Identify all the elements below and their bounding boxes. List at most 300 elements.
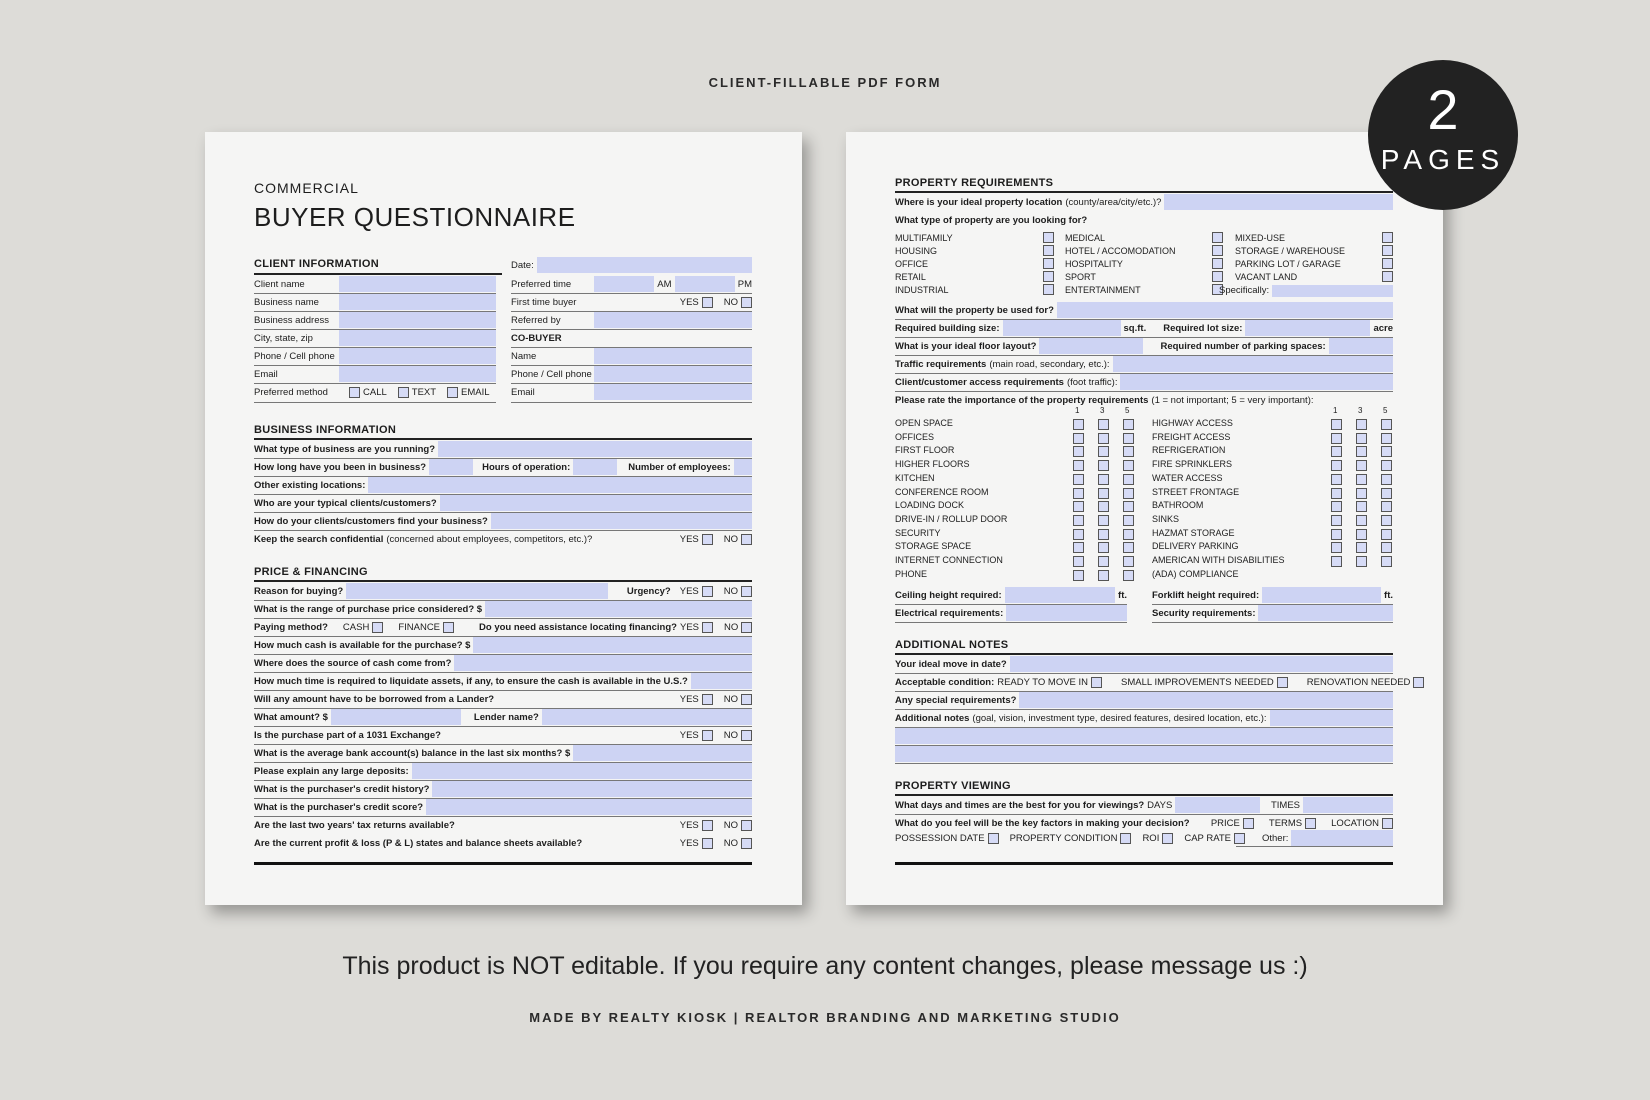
rating-checkbox[interactable] [1356,419,1367,430]
pm-label: PM [737,278,752,290]
business-duration-input[interactable] [429,459,473,475]
yes-label: YES [679,621,699,633]
no-label: NO [723,729,738,741]
field-label: Email [511,386,535,398]
field-label: Required building size: [895,322,1000,334]
field-label: Security requirements: [1152,607,1256,619]
yes-checkbox[interactable] [702,730,713,741]
no-checkbox[interactable] [741,534,752,545]
employees-input[interactable] [734,459,752,475]
field-label: Preferred time [511,278,572,290]
field-label: Lender name? [473,711,539,723]
field-label: Business name [254,296,319,308]
rating-checkbox[interactable] [1331,446,1342,457]
other-input[interactable] [1291,830,1393,846]
ready-label: READY TO MOVE IN [997,676,1089,688]
property-type-question [895,211,1393,229]
no-checkbox[interactable] [741,586,752,597]
field-label: Please rate the importance of the property requirements [895,394,1149,406]
rating-item-label: STORAGE SPACE [895,541,972,552]
no-checkbox[interactable] [741,297,752,308]
credit-score-field[interactable] [254,798,752,816]
property-type-checkbox[interactable] [1043,245,1054,256]
rating-checkbox[interactable] [1356,529,1367,540]
yes-label: YES [679,729,699,741]
rating-checkbox[interactable] [1356,515,1367,526]
liquidate-time-field[interactable] [254,672,752,690]
field-label: Required number of parking spaces: [1160,340,1326,352]
rating-checkbox[interactable] [1073,556,1084,567]
rating-checkbox[interactable] [1073,433,1084,444]
rating-checkbox[interactable] [1123,474,1134,485]
rating-checkbox[interactable] [1098,515,1109,526]
row-rule [895,319,1393,320]
property-type-option [895,258,1054,269]
property-type-option [1065,232,1223,243]
rating-checkbox[interactable] [1098,529,1109,540]
email-method-label: EMAIL [461,386,490,398]
row-rule [511,347,752,348]
no-label: NO [723,819,738,831]
form-page-1 [205,132,802,905]
rating-checkbox[interactable] [1123,433,1134,444]
special-requirements-field[interactable] [895,691,1393,709]
property-type-checkbox[interactable] [1043,284,1054,295]
rating-item-label: FREIGHT ACCESS [1152,431,1231,442]
cap-rate-label: CAP RATE [1184,832,1231,844]
client-name-field[interactable] [254,275,496,293]
co-buyer-heading [511,329,752,347]
row-rule [895,337,1393,338]
property-type-checkbox[interactable] [1382,245,1393,256]
rating-checkbox[interactable] [1381,542,1392,553]
viewing-times-row [895,796,1393,814]
rating-item-label: HIGHER FLOORS [895,459,970,470]
rating-checkbox[interactable] [1098,433,1109,444]
row-rule [254,458,752,459]
yes-checkbox[interactable] [702,820,713,831]
rating-checkbox[interactable] [1073,460,1084,471]
access-field[interactable] [895,373,1393,391]
reason-buying-row [254,582,752,600]
property-condition-checkbox[interactable] [1120,833,1131,844]
field-label: Urgency? [626,585,671,597]
ideal-location-field[interactable] [895,193,1393,211]
location-checkbox[interactable] [1382,818,1393,829]
no-checkbox[interactable] [741,820,752,831]
row-rule [1236,846,1393,847]
date-field[interactable] [511,256,752,274]
section-additional-notes: ADDITIONAL NOTES [895,639,1009,651]
property-type-checkbox[interactable] [1382,232,1393,243]
rating-checkbox[interactable] [1331,542,1342,553]
price-checkbox[interactable] [1243,818,1254,829]
rating-checkbox[interactable] [1123,515,1134,526]
rating-checkbox[interactable] [1381,515,1392,526]
field-label: Reason for buying? [254,585,344,597]
floor-layout-input[interactable] [1039,338,1143,354]
rating-checkbox[interactable] [1356,488,1367,499]
field-label: Traffic requirements [895,358,987,370]
rating-checkbox[interactable] [1331,515,1342,526]
finance-checkbox[interactable] [443,622,454,633]
row-rule [511,365,752,366]
field-note: (1 = not important; 5 = very important): [1151,394,1314,406]
yes-checkbox[interactable] [702,297,713,308]
field-label: What will the property be used for? [895,304,1054,316]
tax-returns-row [254,816,752,834]
bank-balance-field[interactable] [254,744,752,762]
rating-item-label: HAZMAT STORAGE [1152,527,1235,538]
ft-label: ft. [1118,589,1127,601]
first-time-buyer-row [511,293,752,311]
property-type-checkbox[interactable] [1212,271,1223,282]
rating-checkbox[interactable] [1381,419,1392,430]
preferred-method-row [254,383,496,401]
rating-checkbox[interactable] [1381,433,1392,444]
electrical-field[interactable] [895,604,1127,622]
property-type-label: HOTEL / ACCOMODATION [1065,245,1176,256]
city-state-zip-field[interactable] [254,329,496,347]
rating-checkbox[interactable] [1073,515,1084,526]
property-type-label: SPORT [1065,271,1096,282]
row-rule [254,293,496,294]
large-deposits-field[interactable] [254,762,752,780]
days-input[interactable] [1175,797,1260,813]
section-client-information: CLIENT INFORMATION [254,258,379,270]
rating-checkbox[interactable] [1331,501,1342,512]
finance-label: FINANCE [398,621,441,633]
rating-item-label: (ADA) COMPLIANCE [1152,568,1239,579]
rating-checkbox[interactable] [1356,433,1367,444]
row-rule [254,636,752,637]
credit-line: MADE BY REALTY KIOSK | REALTOR BRANDING AND MARKETING STUDIO [529,1010,1121,1025]
rating-checkbox[interactable] [1098,419,1109,430]
property-type-option [1235,271,1393,282]
lender-input[interactable] [542,709,752,725]
referred-by-field[interactable] [511,311,752,329]
rating-checkbox[interactable] [1381,529,1392,540]
page-footer-rule [254,862,752,865]
field-label: What is the purchaser's credit history? [254,783,430,795]
yes-label: YES [679,837,699,849]
rating-checkbox[interactable] [1123,488,1134,499]
field-label: City, state, zip [254,332,313,344]
rating-item-label: WATER ACCESS [1152,472,1223,483]
field-label: Email [254,368,278,380]
rating-checkbox[interactable] [1098,501,1109,512]
key-factors-row-2 [895,829,1393,847]
form-title: BUYER QUESTIONNAIRE [254,202,576,232]
business-name-field[interactable] [254,293,496,311]
phone-field[interactable] [254,347,496,365]
property-type-checkbox[interactable] [1043,271,1054,282]
yes-label: YES [679,296,699,308]
forklift-height-row [1152,586,1393,604]
call-checkbox[interactable] [349,387,360,398]
terms-checkbox[interactable] [1305,818,1316,829]
rating-checkbox[interactable] [1098,570,1109,581]
property-type-checkbox[interactable] [1382,258,1393,269]
small-improvements-checkbox[interactable] [1277,677,1288,688]
rating-checkbox[interactable] [1331,419,1342,430]
amount-input[interactable] [331,709,461,725]
section-property-viewing: PROPERTY VIEWING [895,780,1011,792]
condition-row [895,673,1411,691]
yes-checkbox[interactable] [702,586,713,597]
co-buyer-name-field[interactable] [511,347,752,365]
rating-checkbox[interactable] [1356,474,1367,485]
floor-parking-row [895,337,1393,355]
field-label: Name [511,350,537,362]
property-type-checkbox[interactable] [1212,258,1223,269]
exchange-1031-row [254,726,752,744]
rating-checkbox[interactable] [1356,446,1367,457]
yes-checkbox[interactable] [702,534,713,545]
row-rule [1152,622,1393,623]
rating-checkbox[interactable] [1356,460,1367,471]
ceiling-height-input[interactable] [1005,587,1115,603]
co-buyer-label: CO-BUYER [511,332,562,344]
rating-checkbox[interactable] [1098,446,1109,457]
cash-checkbox[interactable] [372,622,383,633]
used-for-field[interactable] [895,301,1393,319]
co-buyer-phone-field[interactable] [511,365,752,383]
rating-checkbox[interactable] [1098,556,1109,567]
preferred-time-pm-input[interactable] [675,276,735,292]
additional-notes-line-3[interactable] [895,746,1393,762]
additional-notes-field[interactable] [895,709,1393,727]
rating-item-label: PHONE [895,568,928,579]
rating-checkbox[interactable] [1381,556,1392,567]
row-rule [895,373,1393,374]
preferred-time-input[interactable] [594,276,654,292]
row-rule [511,402,752,403]
field-label: Required lot size: [1163,322,1243,334]
property-type-checkbox[interactable] [1043,258,1054,269]
property-type-label: VACANT LAND [1235,271,1298,282]
row-rule [254,762,752,763]
ready-checkbox[interactable] [1091,677,1102,688]
rating-checkbox[interactable] [1356,542,1367,553]
rating-checkbox[interactable] [1381,501,1392,512]
rating-checkbox[interactable] [1123,446,1134,457]
rating-checkbox[interactable] [1123,570,1134,581]
price-range-field[interactable] [254,600,752,618]
rating-checkbox[interactable] [1123,501,1134,512]
field-label: What is the range of purchase price considered? $ [254,603,483,615]
property-type-option [1065,271,1223,282]
property-type-checkbox[interactable] [1212,245,1223,256]
rating-checkbox[interactable] [1073,501,1084,512]
rating-checkbox[interactable] [1331,460,1342,471]
rating-checkbox[interactable] [1331,529,1342,540]
property-type-option [1235,232,1393,243]
yes-checkbox[interactable] [702,838,713,849]
rating-checkbox[interactable] [1123,460,1134,471]
typical-clients-field[interactable] [254,494,752,512]
business-type-field[interactable] [254,440,752,458]
security-field[interactable] [1152,604,1393,622]
rating-checkbox[interactable] [1073,474,1084,485]
borrow-row [254,690,752,708]
no-checkbox[interactable] [741,838,752,849]
other-locations-field[interactable] [254,476,752,494]
rating-item-label: FIRST FLOOR [895,445,955,456]
yes-checkbox[interactable] [702,694,713,705]
move-in-date-field[interactable] [895,655,1393,673]
hours-input[interactable] [573,459,617,475]
property-type-label: HOSPITALITY [1065,258,1123,269]
times-input[interactable] [1303,797,1393,813]
field-label: Keep the search confidential [254,533,384,545]
sqft-label: sq.ft. [1123,322,1147,334]
cap-rate-checkbox[interactable] [1234,833,1245,844]
rating-checkbox[interactable] [1073,570,1084,581]
field-label: How much time is required to liquidate assets, if any, to ensure the cash is available in the U.S.? [254,675,688,687]
reason-input[interactable] [346,583,608,599]
rating-checkbox[interactable] [1331,433,1342,444]
rating-scale-label: 3 [1358,406,1363,415]
text-label: TEXT [411,386,437,398]
field-note: (foot traffic): [1066,376,1118,388]
rating-item-label: DRIVE-IN / ROLLUP DOOR [895,513,1008,524]
specifically-field[interactable] [1219,284,1393,297]
yes-checkbox[interactable] [702,622,713,633]
no-checkbox[interactable] [741,622,752,633]
rating-checkbox[interactable] [1098,488,1109,499]
field-label: Phone / Cell phone [254,350,335,362]
additional-notes-line-2[interactable] [895,728,1393,744]
no-label: NO [723,533,738,545]
cash-label: CASH [342,621,370,633]
row-rule [895,745,1393,746]
rating-checkbox[interactable] [1073,529,1084,540]
rating-checkbox[interactable] [1331,488,1342,499]
field-label: What type of business are you running? [254,443,436,455]
rating-item-label: SECURITY [895,527,941,538]
row-rule [511,293,752,294]
co-buyer-email-field[interactable] [511,383,752,401]
business-address-field[interactable] [254,311,496,329]
row-rule [895,355,1393,356]
renovation-label: RENOVATION NEEDED [1306,676,1411,688]
no-checkbox[interactable] [741,730,752,741]
field-label: Where does the source of cash come from? [254,657,452,669]
size-row [895,319,1393,337]
badge-text: PAGES [1380,144,1506,175]
date-label: Date: [511,259,534,271]
row-rule [895,709,1393,710]
rating-scale-label: 1 [1333,406,1338,415]
ft-label: ft. [1384,589,1393,601]
credit-history-field[interactable] [254,780,752,798]
rating-checkbox[interactable] [1381,460,1392,471]
header-label: CLIENT-FILLABLE PDF FORM [708,75,942,90]
field-label: How long have you been in business? [254,461,427,473]
roi-checkbox[interactable] [1162,833,1173,844]
rating-item-label: CONFERENCE ROOM [895,486,989,497]
text-checkbox[interactable] [398,387,409,398]
rating-checkbox[interactable] [1073,419,1084,430]
small-improvements-label: SMALL IMPROVEMENTS NEEDED [1121,676,1274,688]
row-rule [254,311,496,312]
field-label: Acceptable condition: [895,676,995,688]
rating-checkbox[interactable] [1098,460,1109,471]
email-field[interactable] [254,365,496,383]
no-label: NO [724,621,739,633]
rating-checkbox[interactable] [1356,556,1367,567]
clients-find-field[interactable] [254,512,752,530]
rating-checkbox[interactable] [1381,446,1392,457]
traffic-field[interactable] [895,355,1393,373]
call-label: CALL [363,386,387,398]
rating-checkbox[interactable] [1123,419,1134,430]
rating-scale-label: 3 [1100,406,1105,415]
preferred-time-row [511,275,752,293]
property-type-option [895,284,1054,295]
row-rule [895,673,1393,674]
row-rule [254,383,496,384]
cash-source-field[interactable] [254,654,752,672]
business-duration-row [254,458,752,476]
am-label: AM [657,278,672,290]
rating-checkbox[interactable] [1331,556,1342,567]
property-type-checkbox[interactable] [1382,271,1393,282]
no-label: NO [723,585,738,597]
rating-checkbox[interactable] [1098,542,1109,553]
rating-checkbox[interactable] [1123,542,1134,553]
rating-scale-label: 1 [1075,406,1080,415]
building-size-input[interactable] [1003,320,1121,336]
cash-available-field[interactable] [254,636,752,654]
rating-checkbox[interactable] [1123,556,1134,567]
rating-checkbox[interactable] [1356,501,1367,512]
renovation-checkbox[interactable] [1413,677,1424,688]
email-checkbox[interactable] [447,387,458,398]
rating-checkbox[interactable] [1073,542,1084,553]
property-type-checkbox[interactable] [1212,232,1223,243]
property-type-label: MEDICAL [1065,232,1106,243]
form-page-2 [846,132,1443,905]
parking-input[interactable] [1329,338,1393,354]
forklift-height-input[interactable] [1262,587,1381,603]
row-rule [254,402,496,403]
rating-checkbox[interactable] [1073,488,1084,499]
lot-size-input[interactable] [1245,320,1370,336]
rating-item-label: BATHROOM [1152,500,1204,511]
rating-item-label: OPEN SPACE [895,418,953,428]
rating-checkbox[interactable] [1381,474,1392,485]
row-rule [895,391,1393,392]
rating-checkbox[interactable] [1331,474,1342,485]
property-type-option [895,232,1054,243]
possession-date-checkbox[interactable] [988,833,999,844]
no-checkbox[interactable] [741,694,752,705]
field-label: Specifically: [1219,285,1270,296]
possession-date-label: POSSESSION DATE [895,832,985,844]
property-type-option [895,271,1054,282]
rating-checkbox[interactable] [1098,474,1109,485]
paying-method-row [254,618,752,636]
rating-checkbox[interactable] [1381,488,1392,499]
rating-checkbox[interactable] [1073,446,1084,457]
property-type-checkbox[interactable] [1043,232,1054,243]
row-rule [895,604,1127,605]
rating-checkbox[interactable] [1123,529,1134,540]
rating-scale-label: 5 [1125,406,1130,415]
field-note: (main road, secondary, etc.): [989,358,1110,370]
